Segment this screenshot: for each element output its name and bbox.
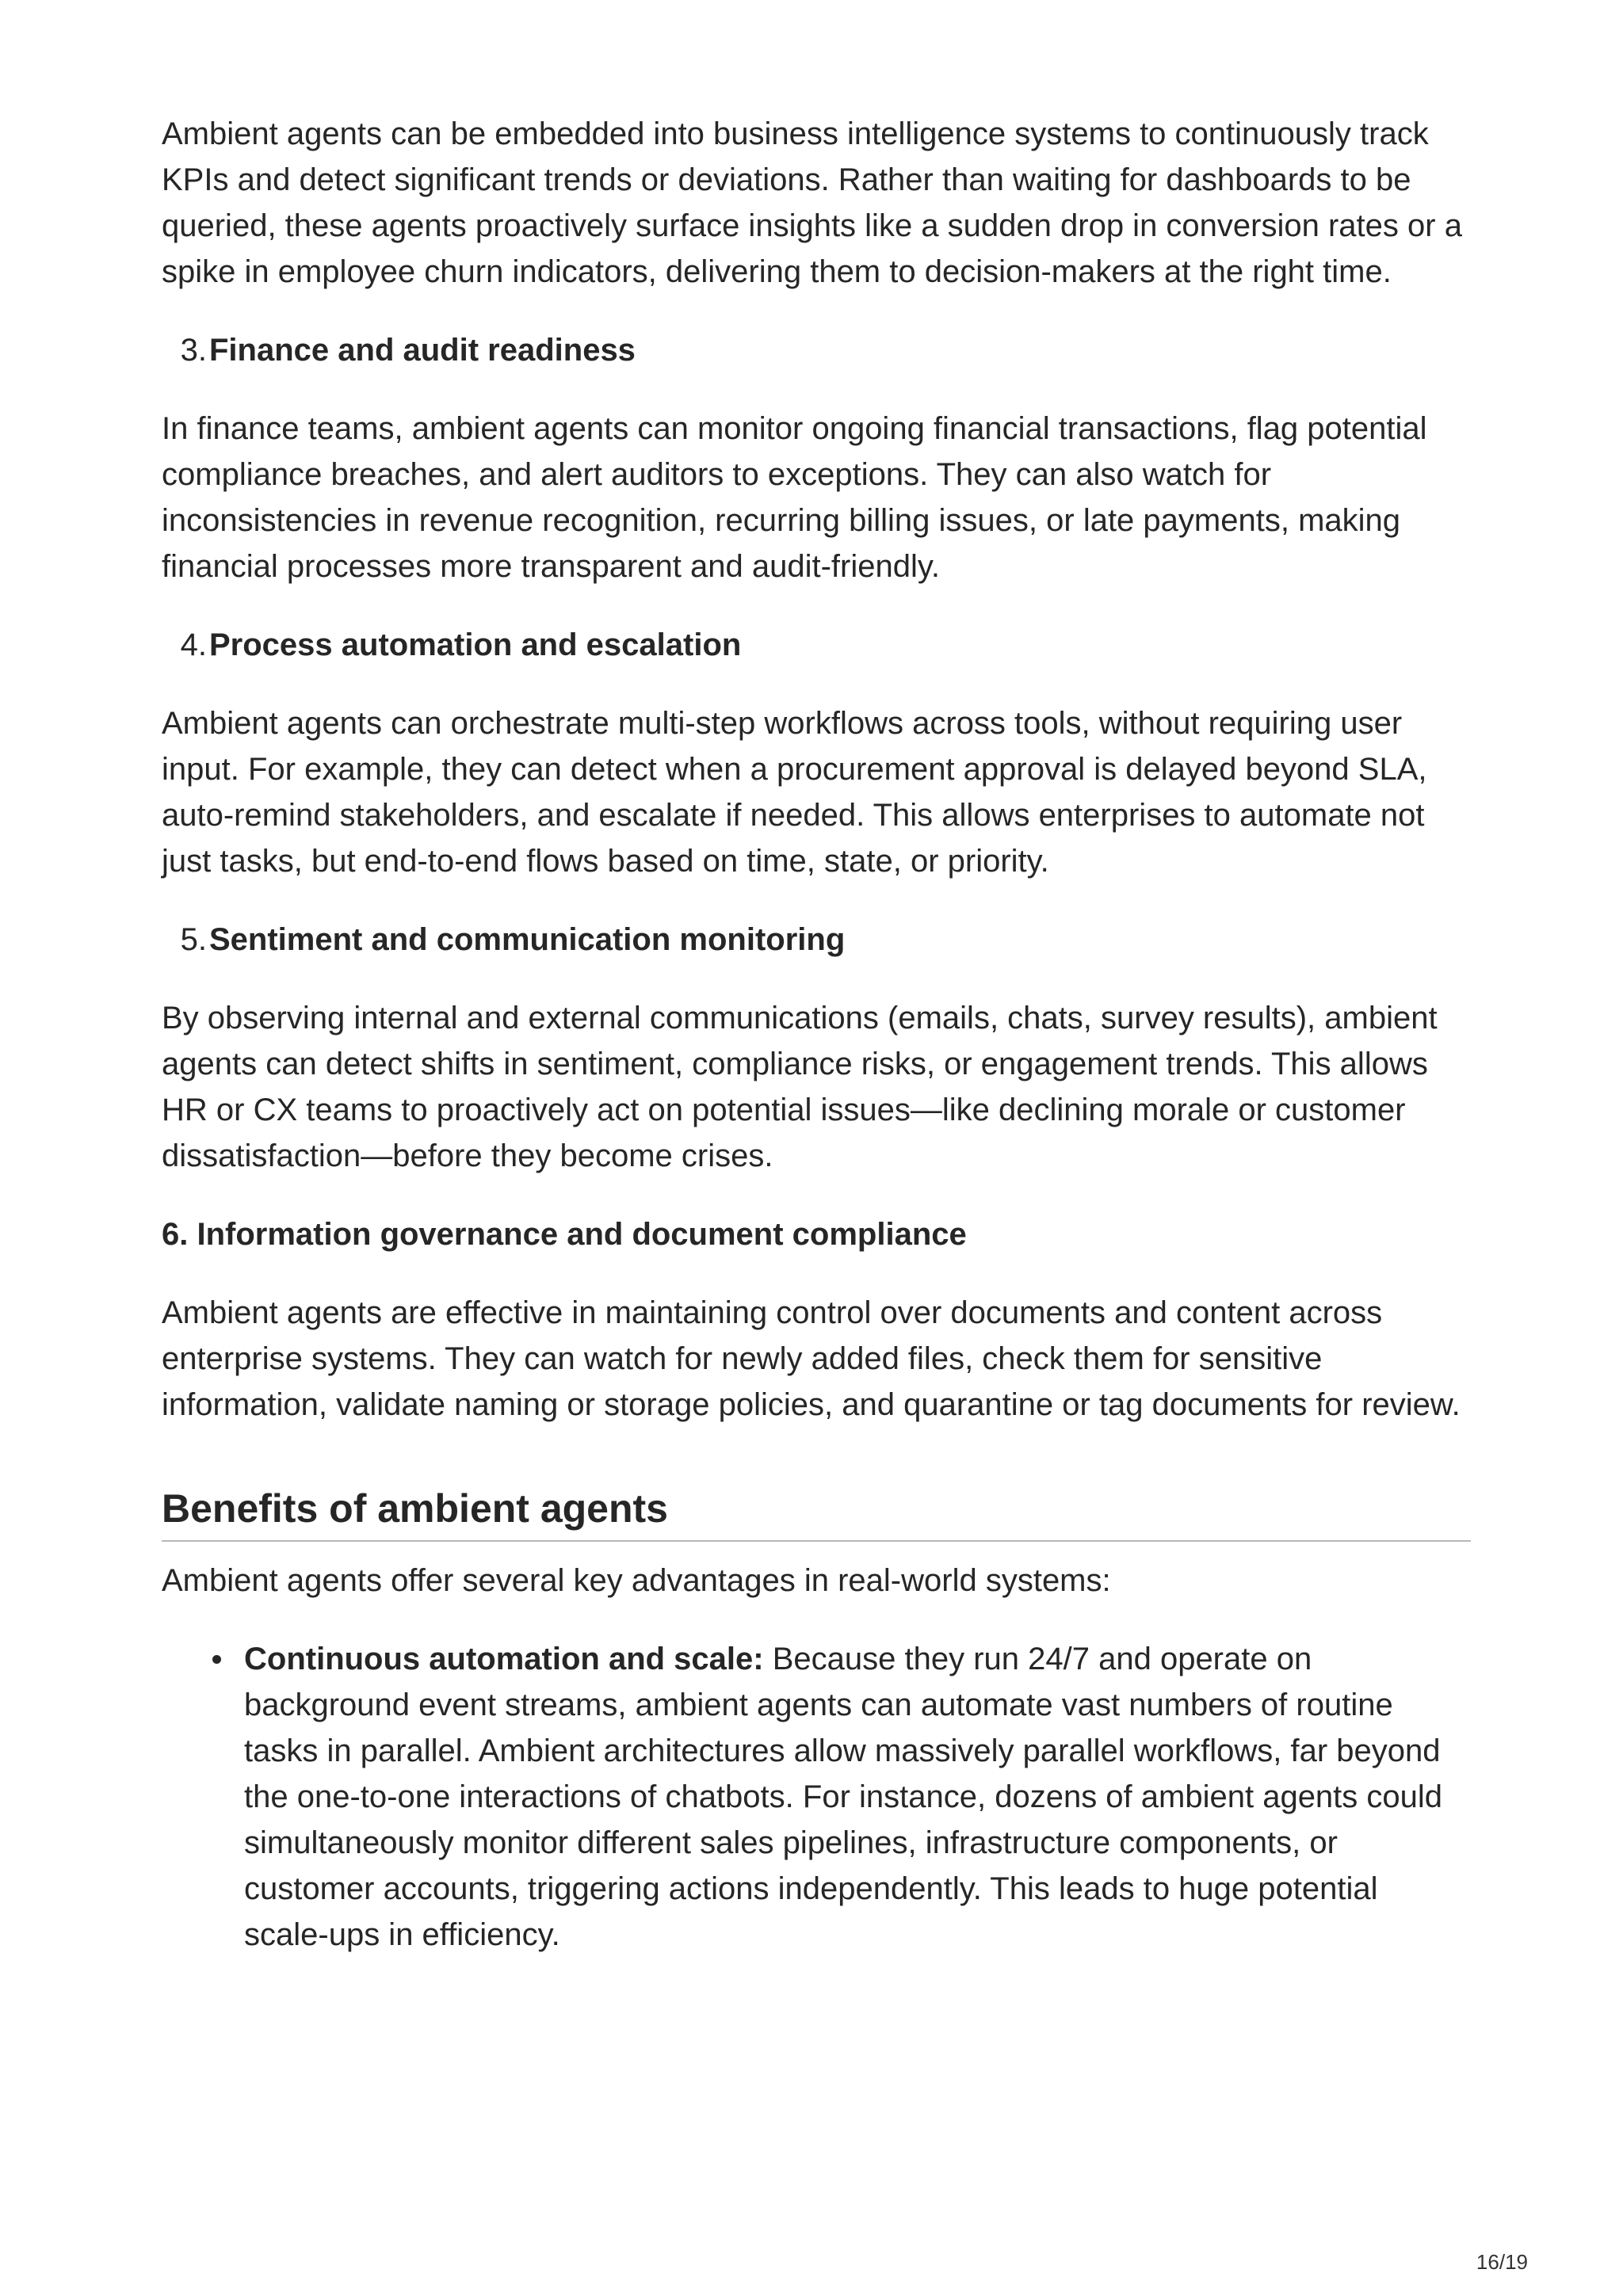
item-6-paragraph: Ambient agents are effective in maintaining control over documents and content across enterprise systems. They can watch for newly added files, check them for sensitive information, validate naming or storage policies, and quarantine or tag documents for review. xyxy=(162,1295,1461,1422)
list-item-number: 3. xyxy=(180,333,207,368)
item-6-heading: 6. Information governance and document compliance xyxy=(162,1217,967,1252)
benefit-lead: Continuous automation and scale: xyxy=(244,1642,764,1676)
list-item-heading-5 xyxy=(162,917,1471,963)
list-item-number: 4. xyxy=(180,627,207,662)
list-item-title: Process automation and escalation xyxy=(209,627,742,662)
list-item-paragraph: Ambient agents can orchestrate multi-step workflows across tools, without requiring user input. For example, they can detect when a procurement approval is delayed beyond SLA, auto-remind stakeholders, and escalate if needed. This allows enterprises to automate not just tasks, but end-to-end flows based on time, state, or priority. xyxy=(162,706,1427,879)
benefit-bullet-item xyxy=(162,1636,1471,1958)
intro-paragraph: Ambient agents can be embedded into business intelligence systems to continuously track KPIs and detect significant trends or deviations. Rather than waiting for dashboards to be queried, these agents proactively surface insights like a sudden drop in conversion rates or a spike in employee churn indicators, delivering them to decision-makers at the right time. xyxy=(162,116,1462,289)
benefits-list xyxy=(162,1636,1471,1958)
list-item-paragraph: By observing internal and external communications (emails, chats, survey results), ambient agents can detect shifts in sentiment, compliance risks, or engagement trends. This allows HR or CX teams to proactively act on potential issues—like declining morale or customer dissatisfaction—before they become crises. xyxy=(162,1001,1438,1173)
benefit-text: Because they run 24/7 and operate on background event streams, ambient agents can automate vast numbers of routine tasks in parallel. Ambient architectures allow massively parallel workflows, far beyond the one-to-one interactions of chatbots. For instance, dozens of ambient agents could simultaneously monitor different sales pipelines, infrastructure components, or customer accounts, triggering actions independently. This leads to huge potential scale-ups in efficiency. xyxy=(244,1642,1443,1952)
list-item-heading-3 xyxy=(162,327,1471,373)
list-item-heading-4 xyxy=(162,622,1471,668)
benefits-intro: Ambient agents offer several key advantages in real-world systems: xyxy=(162,1563,1111,1598)
document-page xyxy=(162,111,1471,1990)
list-item-title: Sentiment and communication monitoring xyxy=(209,922,846,957)
list-item-paragraph: In finance teams, ambient agents can monitor ongoing financial transactions, flag potential compliance breaches, and alert auditors to exceptions. They can also watch for inconsistencies in revenue recognition, recurring billing issues, or late payments, making financial processes more transparent and audit-friendly. xyxy=(162,411,1427,584)
benefits-heading: Benefits of ambient agents xyxy=(162,1483,1471,1542)
list-item-title: Finance and audit readiness xyxy=(209,333,636,368)
page-number: 16/19 xyxy=(1476,2250,1528,2274)
bullet-dot-icon xyxy=(212,1655,221,1664)
list-item-number: 5. xyxy=(180,922,207,957)
